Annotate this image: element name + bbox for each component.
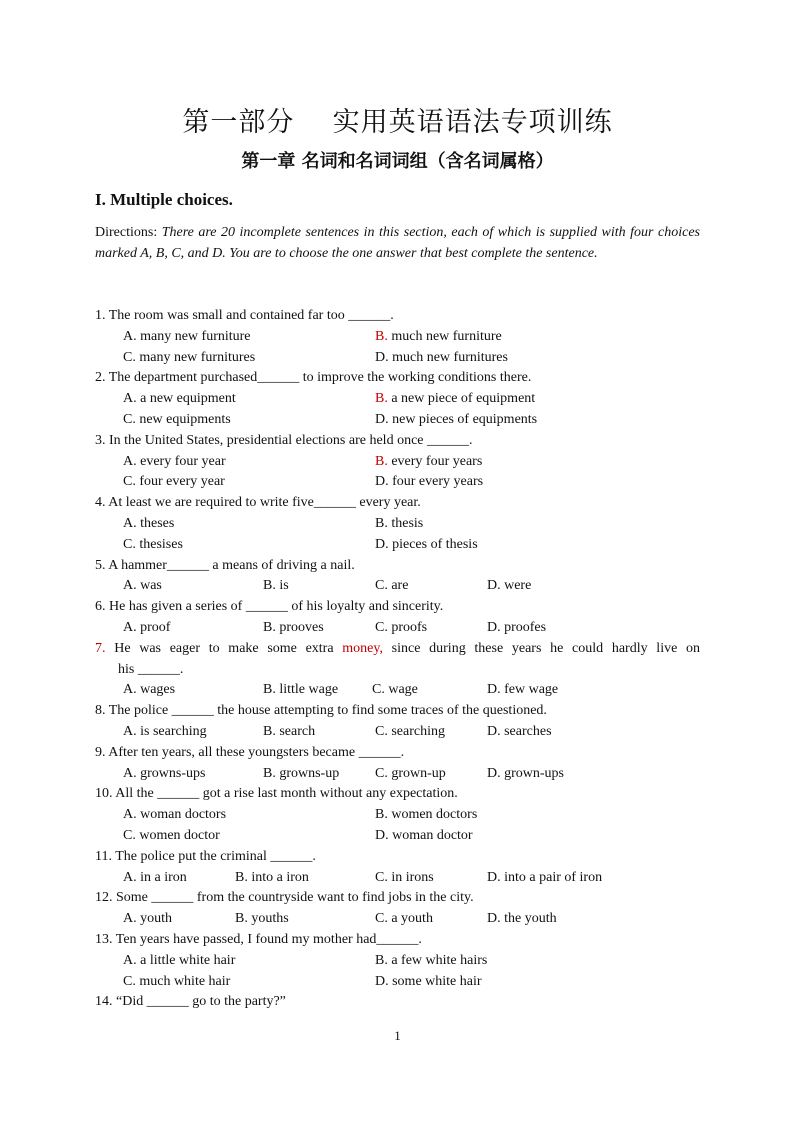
option-c: C. much white hair — [123, 973, 231, 989]
option-a: A. in a iron — [123, 869, 187, 885]
option-d: D. few wage — [487, 682, 559, 698]
option-b-text: much new furniture — [387, 328, 502, 344]
option-row — [95, 951, 700, 972]
option-c: C. grown-up — [375, 765, 446, 781]
option-c: C. are — [375, 578, 409, 594]
option-c: C. many new furnitures — [123, 349, 256, 365]
option-c: C. new equipments — [123, 411, 231, 427]
option-a: A. is searching — [123, 723, 207, 739]
question-stem: 11. The police put the criminal ______. — [95, 848, 316, 864]
option-row — [95, 868, 700, 889]
option-b: B. little wage — [263, 682, 339, 698]
option-b: B. prooves — [263, 619, 324, 635]
option-c: C. women doctor — [123, 827, 220, 843]
question-stem: 5. A hammer______ a means of driving a nail. — [95, 557, 355, 573]
question-stem-continuation: his ______. — [118, 661, 184, 677]
section-heading: I. Multiple choices. — [95, 190, 233, 209]
option-a: A. woman doctors — [123, 807, 227, 823]
option-d: D. proofes — [487, 619, 547, 635]
option-d: D. were — [487, 578, 532, 594]
question-text: since during these years he could hardly live on — [382, 640, 700, 656]
option-c: C. in irons — [375, 869, 434, 885]
option-b — [375, 452, 482, 473]
question-stem: 1. The room was small and contained far too ______. — [95, 308, 394, 323]
option-a: A. theses — [123, 515, 175, 531]
question-stem — [95, 639, 700, 660]
document-page — [95, 0, 700, 1123]
answer-letter: B. — [375, 391, 388, 407]
question-stem: 8. The police ______ the house attempting to find some traces of the questioned. — [95, 703, 547, 719]
option-d: D. some white hair — [375, 973, 482, 989]
option-c: C. four every year — [123, 474, 225, 490]
option-row — [95, 722, 700, 743]
option-b: B. women doctors — [375, 807, 478, 823]
option-c: C. proofs — [375, 619, 428, 635]
answer-letter: B. — [375, 453, 388, 469]
option-row — [95, 472, 700, 493]
option-row — [95, 764, 700, 785]
chapter-title: 第一章 名词和名词词组（含名词属格） — [241, 151, 554, 172]
option-row — [95, 514, 700, 535]
question-number-highlight: 7. — [95, 640, 106, 656]
page-number: 1 — [394, 1028, 401, 1043]
option-a: A. a little white hair — [123, 952, 236, 968]
option-row — [95, 576, 700, 597]
option-b-text: a new piece of equipment — [387, 391, 536, 407]
option-d: D. into a pair of iron — [487, 869, 603, 885]
option-c: C. thesises — [123, 536, 183, 552]
page-title: 第一部分 实用英语语法专项训练 — [182, 107, 613, 138]
option-b: B. into a iron — [235, 869, 309, 885]
question-stem: 14. “Did ______ go to the party?” — [95, 994, 286, 1010]
option-b: B. thesis — [375, 515, 424, 531]
option-d: D. much new furnitures — [375, 349, 508, 365]
option-c: C. wage — [372, 682, 418, 698]
option-row — [95, 680, 700, 701]
option-a: A. every four year — [123, 453, 226, 469]
option-row — [95, 452, 700, 473]
option-b: B. is — [263, 578, 289, 594]
option-row — [95, 389, 700, 410]
question-stem: 3. In the United States, presidential elections are held once ______. — [95, 432, 473, 448]
option-a: A. a new equipment — [123, 391, 236, 407]
option-b: B. youths — [235, 911, 289, 927]
highlighted-word: money, — [342, 640, 383, 656]
question-stem: 6. He has given a series of ______ of his loyalty and sincerity. — [95, 599, 444, 615]
question-stem: 12. Some ______ from the countryside want to find jobs in the city. — [95, 890, 474, 906]
option-row — [95, 327, 700, 348]
question-stem: 13. Ten years have passed, I found my mother had______. — [95, 931, 422, 947]
option-d: D. four every years — [375, 474, 484, 490]
question-stem: 2. The department purchased______ to improve the working conditions there. — [95, 370, 532, 386]
option-b — [375, 327, 502, 348]
option-b-text: every four years — [387, 453, 483, 469]
directions-label: Directions: — [95, 225, 162, 240]
answer-letter: B. — [375, 328, 388, 344]
option-row — [95, 618, 700, 639]
option-row — [95, 410, 700, 431]
directions-paragraph — [95, 222, 700, 264]
option-row — [95, 535, 700, 556]
option-b: B. a few white hairs — [375, 952, 488, 968]
option-b — [375, 389, 535, 410]
option-d: D. woman doctor — [375, 827, 473, 843]
option-d: D. pieces of thesis — [375, 536, 478, 552]
option-row — [95, 826, 700, 847]
option-c: C. searching — [375, 723, 445, 739]
option-row — [95, 909, 700, 930]
option-b: B. search — [263, 723, 316, 739]
question-stem: 10. All the ______ got a rise last month without any expectation. — [95, 786, 458, 802]
question-stem: 4. At least we are required to write five______ every year. — [95, 495, 421, 511]
question-list — [95, 306, 700, 1013]
option-a: A. wages — [123, 682, 176, 698]
option-d: D. new pieces of equipments — [375, 411, 538, 427]
option-d: D. grown-ups — [487, 765, 564, 781]
option-row — [95, 972, 700, 993]
option-row — [95, 348, 700, 369]
option-b: B. growns-up — [263, 765, 340, 781]
option-a: A. growns-ups — [123, 765, 206, 781]
option-d: D. searches — [487, 723, 552, 739]
option-a: A. youth — [123, 911, 172, 927]
question-stem: 9. After ten years, all these youngsters became ______. — [95, 744, 405, 760]
directions-text: There are 20 incomplete sentences in this section, each of which is supplied with four choices marked A, B, C, and D. You are to choose the one answer that best complete the sentence. — [95, 225, 700, 261]
option-a: A. proof — [123, 619, 171, 635]
option-a: A. was — [123, 578, 162, 594]
option-row — [95, 805, 700, 826]
option-d: D. the youth — [487, 911, 557, 927]
option-a: A. many new furniture — [123, 328, 251, 344]
question-text: He was eager to make some extra — [105, 640, 343, 656]
option-c: C. a youth — [375, 911, 433, 927]
